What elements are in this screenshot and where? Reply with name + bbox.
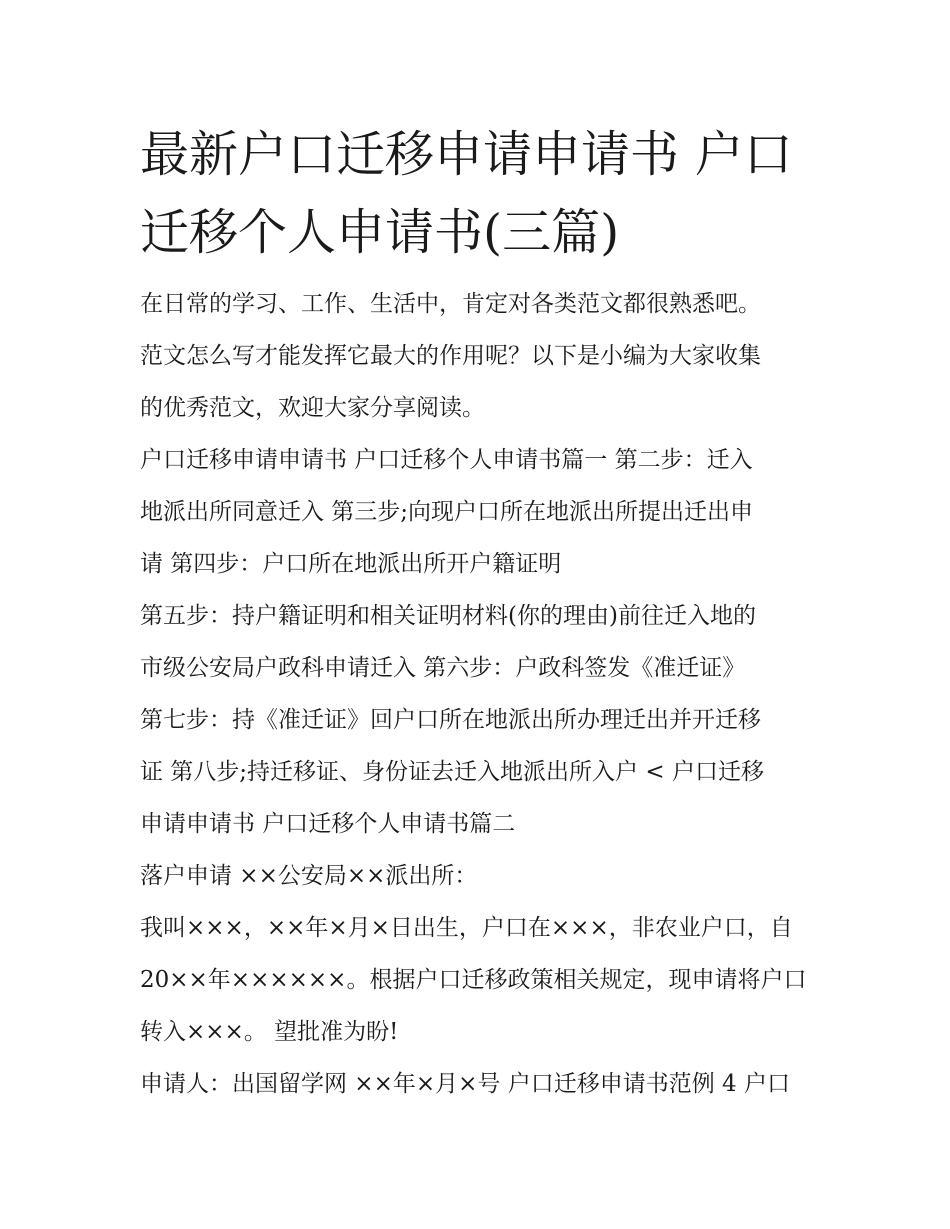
body-line-3: 的优秀范文，欢迎大家分享阅读。 [140, 395, 485, 421]
body-line-13: 我叫×××，××年×月×日出生，户口在×××，非农业户口，自 [140, 915, 793, 941]
body-line-7: 第五步：持户籍证明和相关证明材料(你的理由)前往迁入地的 [140, 603, 756, 629]
body-line-5: 地派出所同意迁入 第三步;向现户口所在地派出所提出迁出申 [140, 499, 754, 525]
title-line-2: 迁移个人申请书(三篇) [140, 204, 620, 261]
body-line-16: 申请人：出国留学网 ××年×月×号 户口迁移申请书范例 4 户口 [140, 1071, 790, 1097]
body-line-9: 第七步：持《准迁证》回户口所在地派出所办理迁出并开迁移 [140, 707, 761, 733]
body-line-10: 证 第八步;持迁移证、身份证去迁入地派出所入户 < 户口迁移 [140, 759, 764, 785]
body-line-14: 20××年××××××。根据户口迁移政策相关规定，现申请将户口 [140, 967, 807, 993]
body-line-15: 转入×××。 望批准为盼! [140, 1019, 399, 1045]
body-line-6: 请 第四步：户口所在地派出所开户籍证明 [140, 551, 562, 577]
body-line-1: 在日常的学习、工作、生活中，肯定对各类范文都很熟悉吧。 [140, 291, 761, 317]
document-title [140, 116, 820, 272]
document-body [140, 278, 820, 1110]
body-line-12: 落户申请 ××公安局××派出所： [140, 863, 478, 889]
body-line-11: 申请申请书 户口迁移个人申请书篇二 [140, 811, 516, 837]
body-line-4: 户口迁移申请申请书 户口迁移个人申请书篇一 第二步：迁入 [140, 447, 753, 473]
body-line-8: 市级公安局户政科申请迁入 第六步：户政科签发《准迁证》 [140, 655, 746, 681]
body-line-2: 范文怎么写才能发挥它最大的作用呢？以下是小编为大家收集 [140, 343, 761, 369]
title-line-1: 最新户口迁移申请申请书 户口 [140, 126, 793, 183]
